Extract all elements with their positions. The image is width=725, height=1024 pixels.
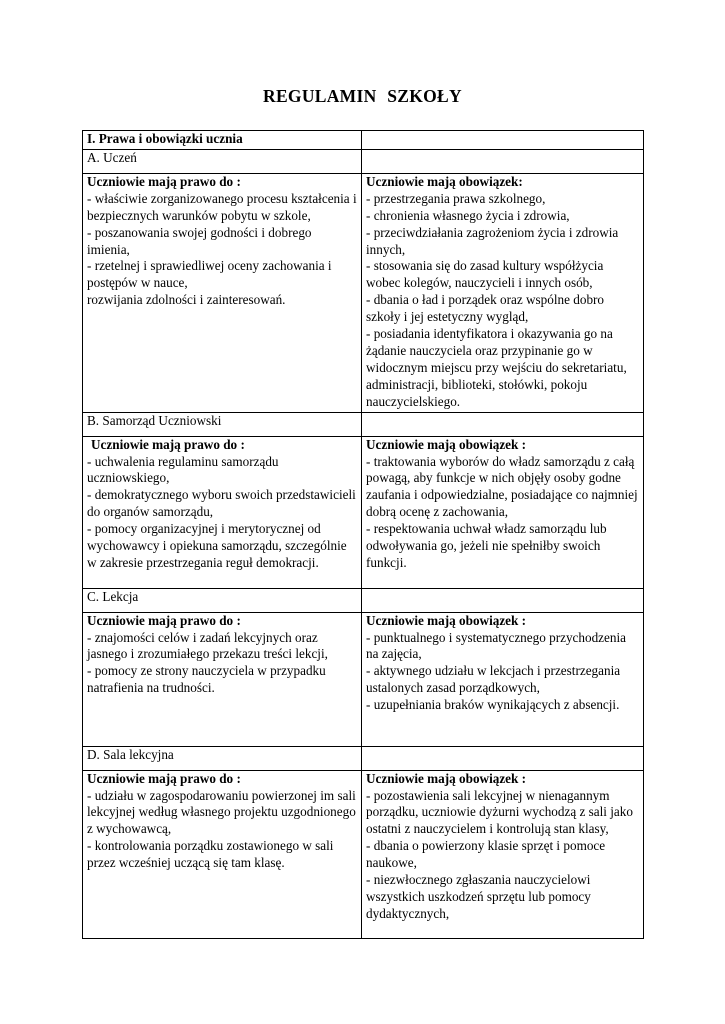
- rights-item: - znajomości celów i zadań lekcyjnych oraz jasnego i zrozumiałego przekazu treści lekcji,: [87, 629, 328, 662]
- rights-title: Uczniowie mają prawo do :: [87, 770, 241, 786]
- block-heading-empty-cell: [362, 588, 644, 612]
- duties-item: - niezwłocznego zgłaszania nauczycielowi wszystkich uszkodzeń sprzętu lub pomocy dydaktycznych,: [366, 872, 591, 921]
- section-header-empty-cell: [362, 131, 644, 150]
- block-content-row: [83, 770, 644, 938]
- duties-item: - dbania o ład i porządek oraz wspólne dobro szkoły i jej estetyczny wygląd,: [366, 292, 605, 325]
- rights-title: Uczniowie mają prawo do :: [87, 173, 241, 189]
- duties-cell: [362, 770, 644, 938]
- rights-title: Uczniowie mają prawo do :: [87, 612, 241, 628]
- block-content-row: [83, 436, 644, 588]
- rights-cell: [83, 173, 362, 412]
- duties-item: - przeciwdziałania zagrożeniom życia i zdrowia innych,: [366, 224, 619, 257]
- duties-title: Uczniowie mają obowiązek:: [366, 173, 523, 189]
- section-header-row: [83, 131, 644, 150]
- block-heading: D. Sala lekcyjna: [83, 746, 362, 770]
- block-heading: C. Lekcja: [83, 588, 362, 612]
- regulations-table: [82, 130, 644, 939]
- rights-item: - uchwalenia regulaminu samorządu uczniowskiego,: [87, 453, 279, 486]
- duties-item: - uzupełniania braków wynikających z absencji.: [366, 697, 620, 713]
- rights-item: - pomocy ze strony nauczyciela w przypadku natrafienia na trudności.: [87, 663, 326, 696]
- duties-item: - punktualnego i systematycznego przychodzenia na zajęcia,: [366, 629, 626, 662]
- rights-cell: [83, 436, 362, 588]
- block-heading-empty-cell: [362, 746, 644, 770]
- rights-item: - kontrolowania porządku zostawionego w sali przez wcześniej uczącą się tam klasę.: [87, 838, 334, 871]
- block-content-row: [83, 612, 644, 746]
- rights-item: - udziału w zagospodarowaniu powierzonej im sali lekcyjnej według własnego projektu uzgodnionego z wychowawcą,: [87, 787, 356, 837]
- rights-title: Uczniowie mają prawo do :: [91, 436, 245, 452]
- rights-cell: [83, 770, 362, 938]
- block-heading: A. Uczeń: [83, 149, 362, 173]
- section-title: I. Prawa i obowiązki ucznia: [83, 131, 362, 150]
- block-heading-empty-cell: [362, 149, 644, 173]
- rights-item: - poszanowania swojej godności i dobrego imienia,: [87, 224, 312, 257]
- duties-title: Uczniowie mają obowiązek :: [366, 612, 527, 628]
- duties-item: - dbania o powierzony klasie sprzęt i pomoce naukowe,: [366, 838, 606, 871]
- rights-item: rozwijania zdolności i zainteresowań.: [87, 292, 286, 308]
- duties-item: - chronienia własnego życia i zdrowia,: [366, 207, 570, 223]
- rights-item: - właściwie zorganizowanego procesu kształcenia i bezpiecznych warunków pobytu w szkole,: [87, 190, 357, 223]
- duties-item: - respektowania uchwał władz samorządu lub odwoływania go, jeżeli nie spełniłby swoich funkcji.: [366, 521, 607, 570]
- duties-item: - przestrzegania prawa szkolnego,: [366, 190, 546, 206]
- duties-item: - pozostawienia sali lekcyjnej w nienagannym porządku, uczniowie dyżurni wychodzą z sali jako ostatni z nauczycielem i kontrolują stan klasy,: [366, 787, 633, 837]
- duties-cell: [362, 436, 644, 588]
- duties-title: Uczniowie mają obowiązek :: [366, 436, 527, 452]
- duties-cell: [362, 612, 644, 746]
- duties-cell: [362, 173, 644, 412]
- block-content-row: [83, 173, 644, 412]
- rights-cell: [83, 612, 362, 746]
- duties-item: - traktowania wyborów do władz samorządu z całą powagą, aby funkcje w nich objęły osoby godne zaufania i odpowiedzialne, posiadające co najmniej dobrą ocenę z zachowania,: [366, 453, 638, 520]
- duties-title: Uczniowie mają obowiązek :: [366, 770, 527, 786]
- block-heading-row: [83, 746, 644, 770]
- block-heading-row: [83, 149, 644, 173]
- block-heading-row: [83, 588, 644, 612]
- rights-item: - rzetelnej i sprawiedliwej oceny zachowania i postępów w nauce,: [87, 258, 332, 291]
- rights-item: - pomocy organizacyjnej i merytorycznej od wychowawcy i opiekuna samorządu, szczególnie w zakresie przestrzegania reguł demokracji.: [87, 521, 347, 570]
- duties-item: - aktywnego udziału w lekcjach i przestrzegania ustalonych zasad porządkowych,: [366, 663, 621, 696]
- duties-item: - posiadania identyfikatora i okazywania go na żądanie nauczyciela oraz przypinanie go w widocznym miejscu przy wejściu do sekretariatu, administracji, biblioteki, stołówki, pokoju nauczycielskiego.: [366, 326, 627, 409]
- block-heading-empty-cell: [362, 412, 644, 436]
- rights-item: - demokratycznego wyboru swoich przedstawicieli do organów samorządu,: [87, 487, 356, 520]
- document-title: REGULAMIN SZKOŁY: [263, 86, 462, 106]
- block-heading-row: [83, 412, 644, 436]
- block-heading: B. Samorząd Uczniowski: [83, 412, 362, 436]
- duties-item: - stosowania się do zasad kultury współżycia wobec kolegów, nauczycieli i innych osób,: [366, 258, 604, 291]
